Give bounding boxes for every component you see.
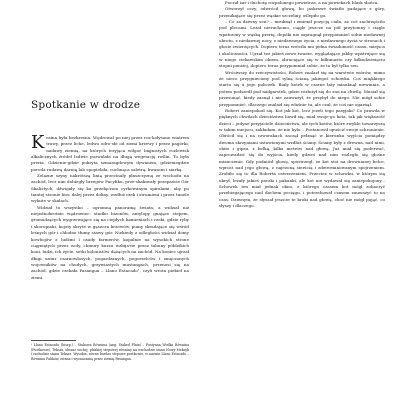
footnote: ¹ Llano Estacado (hiszp.) – Stakowa Równina (ang. Staked Plain) – Pustynna Wielka Równina (Pustkowie), Teksas, obszar suchej, płaskiej stepowej równiny na wschodzie stanu Nowy Meksyk i zachodzie stanu Teksas. Wysokie, równe bardzo stepowe pustkowie, w nazwie Llano Estacado – Równina Palików, zwana i wyznaczaną przez ziemię Pasangua. bbox=[31, 343, 189, 362]
paragraph: Robert zaniepokoił się. Kot jak kot, lecz jeżeli tego pasyjaki? Co prawda w pięknych chwilach dzieciństwa bawił się, miał swoje-go kota, tak jak większość dzieci – jedyne przyjaciele dzieciństwa, ale tych kotów, które zwykle towarzyszą w takim miejscu, zakładam, że nie było... Postanowił opuścić swoje schronienie. Obrócił się i na czworakach zaczął pełznąć w kierunku wyjścia pomiędzy dwoma skrzyniami ustawionymi wzdłuż ściany. Ściany były z drewna, nad nimi, obite i gipsu, z belką, kilka metrów nad głową. Już miał się poderwać, zaprowadzić się do wyjścia, kiedy gdzieś nad nim rozległo się głośne miauczenie. Gdy podniósł głowę, spostrzegł, że kot stoi na drewnianej belce, wprost nad jego głową, z najeżoną sierścią i zdeterminowanym spojrzeniem. Zrobiło się to dla Roberta ostrzeżeniem. Przecież w schowku, w którym się ukrył, leżały jakieś paczki i pakunki, ale kot nie wydawał się zaniepokojony... Schowek ten miał jednak okno, z którego czasem kot mógł zobaczyć przebiegającego nad dachem pociągu, i potrzebował czasem zauważyć to na czas. Dziwnym, że słyszał jeszcze te kroki nad głową, choć nie mógł pojąć, co słyszy i dlaczego. bbox=[219, 107, 385, 208]
paragraph: Wróciwszy do rzeczywistości, Robert znalazł się na warstwie wiórów, mimo że nieco przygnieciony pod tylną ścianą jakiegoś schowka. Coś miękkiego starto się u jego policzek. Biały kotek w czarne łaty miauknął niewinnie, a potem podszedł pod nadgarstek, gdzie rozłożył się do snu na chwilę. Musiał się przesunąć, kiedy zasnął i nie zauważył, że przybył do niego. Nie mógł sobie przypomnieć, dlaczego znalazł się właśnie tu, ale czuł, że coś nie ogarnął. bbox=[219, 69, 385, 107]
right-page-body bbox=[219, 0, 385, 209]
paragraph bbox=[31, 132, 189, 173]
chapter-title: Spotkanie w drodze bbox=[31, 99, 141, 111]
paragraph: Poczuł żar i duchotę rozpalonego powietrza, a na powiekach blask słońca. bbox=[225, 0, 379, 5]
paragraph: Otworzył oczy, odwrócił głowę, bo jaskrawe światło padające z góry, przenikające się przez wąskie szczeliny, oślepiło go. bbox=[219, 6, 385, 18]
paragraph: Widział to wszystko – ogromną panoramę świata, a widział niż niejednokrotnie wędrowiec: stadko bizonów, antylopy gnające stepem, gromadzących wygrzewające się na ciepłych kamieniach i rzeki, gdzie ryby i skorupiaki, kojoty skryte w gąszczu krzewów, pumy skradające się wśród leśnych gór i chłodne tłumy stawy gór. Niekiedy z odległości widział domy kowbojów z ludźmi i osady farmerów, kopalnie na wysokich strone ciągniętych przez woły, chmury kurzu wzbija-ne przez tabuny półdzikich koni, ludzi, ich życie, setki kolonistów dążących na zachód. Na koniec ujrzał długi sznur czarnowłosych, pogardzanych, pogorzelców i zmęczonych wojowników na chudych, grzywiastych mustangach, przenosi się na zachód, gdzie czekała Pasangua – Llano Estacado¹, czyli wrota piekieł na ziemi. bbox=[31, 204, 189, 280]
paragraph-text: raina była bezkresna. Wędrował po niej przez roz-kołysane wiatrem trawy, przez liche, ledwo odro-słe od ziemi krzewy i przez pagórki, nadawy ziemią, na których trzyjąca wilgoć bagnistych rozlewisk alkalicznych źródeł ledwie pozwalała na długą wegetację roślin. To była preria. Gdzienie-gdzie pokryta szmaragdowym dywanem, gdzieniegdzie poroda rudawą darnią lub spopielała, cuchnąca saletrą, kwasem i siarką. bbox=[31, 135, 189, 172]
footnote-rule bbox=[31, 340, 76, 341]
paragraph: – Co za dziwny sen? – mruknął i zmienił pozycję ciała, aż coś zachrzęściło pod plecami. Leżał nieruchomo, ciągle jeszcze na pół przytomny i ciągle wpatrzony w wąską prerię, dopóki nie zapragnął przypomnieć sobie niedawnej obrotu, z niedawnej nocy, z niedawnego życia, z niedawnego życia w stronach i głosie zwierzęcych. Dopiero teraz wróciła mu pełna świadomość czasu, miejsca i okoliczności. Ujrzał też jakieś nowe twarze, wyglądające jakby wpatrujące się w niego ciekawskim okiem, obracające się w kilkunastu czy kilkudziesięciu stopni poniżej, dopiero teraz przypomniał sobie, że to był tylko sen. bbox=[219, 19, 385, 69]
paragraph: Zelazne szyny nakrótszą linią przecinały płaszczyznę ze wschodu na zachód, lecz nim dobiegły brzegów Pacyfiku, prze-skakiwały przepaście Gór Skalistych, dźwigały się ku przełęczom cyrkowanym spiralami, aby po tamtej stronie biec dalej przez doliny, wzdłuż rzek i strumieni i przez tunele wykute w skałach. bbox=[31, 173, 189, 204]
drop-cap: K bbox=[31, 132, 45, 153]
left-page-body bbox=[31, 132, 189, 281]
